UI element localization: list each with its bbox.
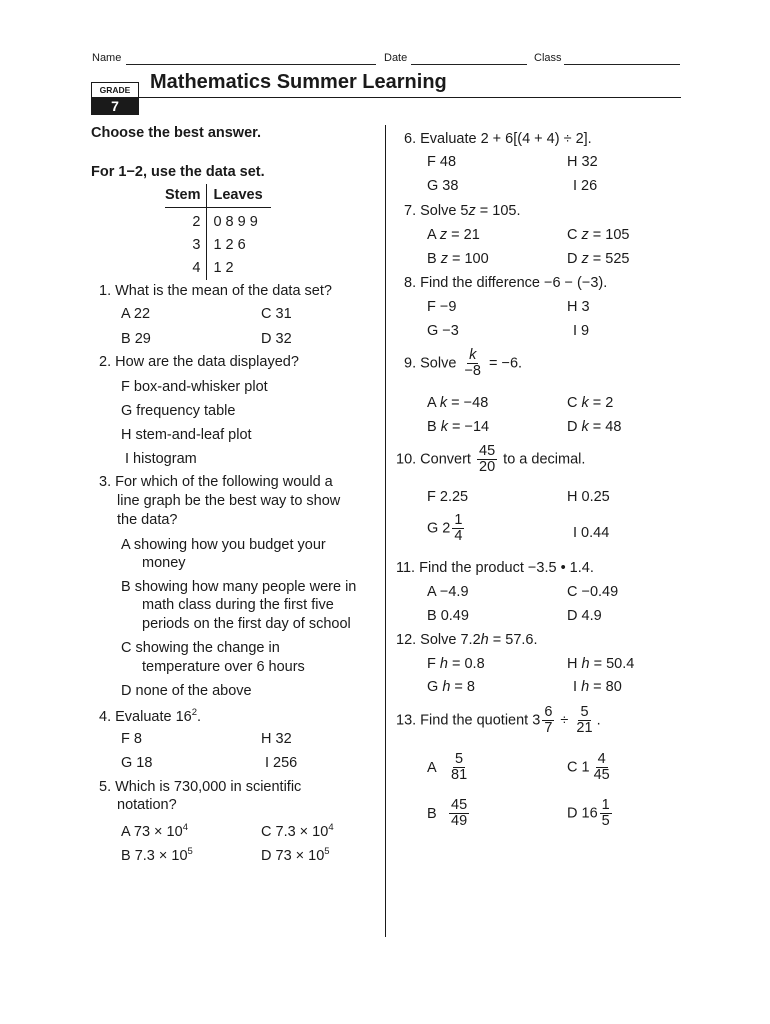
q3-option-c[interactable]: C showing the change in (121, 640, 280, 656)
q6-option-h[interactable]: H 32 (567, 154, 598, 170)
q5-option-a[interactable]: A $73 \times 10^4$ (121, 822, 188, 840)
stem-value: 2 (165, 208, 207, 235)
q2-option-f[interactable]: F box-and-whisker plot (121, 379, 268, 395)
q1-option-c[interactable]: C 31 (261, 306, 292, 322)
q11-option-a[interactable]: A −4.9 (427, 584, 469, 600)
leaves-value: 1 2 (213, 260, 234, 276)
q4-option-f[interactable]: F 8 (121, 731, 142, 747)
q4-option-i[interactable]: I 256 (265, 755, 298, 771)
q3-option-b-cont: periods on the first day of school (142, 616, 351, 632)
q3-text-line2: line graph be the best way to show (117, 493, 341, 509)
q10-option-g[interactable]: G 2 $\frac{1}{4}$ (427, 512, 463, 545)
title-rule (139, 97, 681, 98)
q7-option-b[interactable]: B z = 100 (427, 251, 489, 267)
q7-text: 7. Solve 5z = 105. (404, 203, 521, 219)
q9-text: 9. Solve $\frac{k}{-8}$ = −6. (404, 347, 523, 380)
q11-option-b[interactable]: B 0.49 (427, 608, 469, 624)
q5-text-line1: 5. Which is 730,000 in scientific (99, 779, 302, 795)
leaves-header: Leaves (207, 184, 272, 208)
q3-option-a-cont: money (142, 555, 186, 571)
q1-text: 1. What is the mean of the data set? (99, 283, 332, 299)
column-divider (385, 125, 386, 937)
q8-option-i[interactable]: I 9 (573, 323, 590, 339)
q5-option-b[interactable]: B $7.3 \times 10^5$ (121, 846, 193, 864)
date-field[interactable] (411, 64, 527, 65)
stem-value: 4 (165, 257, 207, 280)
q2-option-g[interactable]: G frequency table (121, 403, 236, 419)
q9-option-c[interactable]: C k = 2 (567, 395, 614, 411)
q10-option-i[interactable]: I 0.44 (573, 525, 610, 541)
q5-option-d[interactable]: D $73 \times 10^5$ (261, 846, 330, 864)
q10-option-f[interactable]: F 2.25 (427, 489, 469, 505)
q8-text: 8. Find the difference −6 − (−3). (404, 275, 608, 291)
class-field[interactable] (564, 64, 680, 65)
stem-header: Stem (165, 184, 207, 208)
stem-row (165, 234, 271, 257)
q3-option-b-cont: math class during the first five (142, 597, 334, 613)
q3-option-a[interactable]: A showing how you budget your (121, 537, 326, 553)
leaves-value: 0 8 9 9 (213, 214, 258, 230)
q5-text-line2: notation? (117, 797, 177, 813)
stem-row (165, 257, 271, 280)
q13-option-a[interactable]: A $\frac{5}{81}$ (427, 751, 468, 784)
stem-row (165, 208, 271, 235)
q1-option-b[interactable]: B 29 (121, 331, 151, 347)
name-field[interactable] (126, 64, 376, 65)
q6-option-g[interactable]: G 38 (427, 178, 459, 194)
name-label: Name (92, 52, 122, 64)
instructions: Choose the best answer. (91, 125, 262, 141)
q10-option-h[interactable]: H 0.25 (567, 489, 610, 505)
q3-text-line3: the data? (117, 512, 178, 528)
grade-label: GRADE (91, 82, 139, 98)
q1-option-d[interactable]: D 32 (261, 331, 292, 347)
q4-option-h[interactable]: H 32 (261, 731, 292, 747)
q5-option-c[interactable]: C $7.3 \times 10^4$ (261, 822, 334, 840)
q11-option-c[interactable]: C −0.49 (567, 584, 619, 600)
q8-option-f[interactable]: F −9 (427, 299, 457, 315)
q3-text-line1: 3. For which of the following would a (99, 474, 333, 490)
q9-option-b[interactable]: B k = −14 (427, 419, 490, 435)
q12-option-i[interactable]: I h = 80 (573, 679, 622, 695)
q4-option-g[interactable]: G 18 (121, 755, 153, 771)
q6-option-i[interactable]: I 26 (573, 178, 598, 194)
q2-option-h[interactable]: H stem-and-leaf plot (121, 427, 252, 443)
q11-option-d[interactable]: D 4.9 (567, 608, 602, 624)
page-title: Mathematics Summer Learning (150, 71, 447, 93)
leaves-value: 1 2 6 (213, 237, 246, 253)
q7-option-a[interactable]: A z = 21 (427, 227, 480, 243)
q10-text: 10. Convert $\frac{45}{20}$ to a decimal. (396, 443, 586, 476)
q9-option-a[interactable]: A k = −48 (427, 395, 489, 411)
class-label: Class (534, 52, 562, 64)
q12-option-h[interactable]: H h = 50.4 (567, 656, 635, 672)
q6-option-f[interactable]: F 48 (427, 154, 457, 170)
q13-option-d[interactable]: D 16 $\frac{1}{5}$ (567, 797, 610, 830)
q2-option-i[interactable]: I histogram (125, 451, 197, 467)
q12-text: 12. Solve 7.2h = 57.6. (396, 632, 538, 648)
q3-option-b[interactable]: B showing how many people were in (121, 579, 357, 595)
q1-option-a[interactable]: A 22 (121, 306, 151, 322)
data-set-intro: For 1−2, use the data set. (91, 164, 265, 180)
q13-option-c[interactable]: C 1 $\frac{4}{45}$ (567, 751, 610, 784)
q9-option-d[interactable]: D k = 48 (567, 419, 622, 435)
q12-option-f[interactable]: F h = 0.8 (427, 656, 485, 672)
q13-option-b[interactable]: B $\frac{45}{49}$ (427, 797, 468, 830)
q8-option-g[interactable]: G −3 (427, 323, 459, 339)
q11-text: 11. Find the product −3.5 • 1.4. (396, 560, 594, 576)
date-label: Date (384, 52, 408, 64)
q3-option-c-cont: temperature over 6 hours (142, 659, 305, 675)
q3-option-d[interactable]: D none of the above (121, 683, 252, 699)
q4-text: 4. Evaluate $16^2$. (99, 707, 202, 725)
stem-leaf-plot (165, 184, 271, 280)
q6-text: 6. Evaluate 2 + 6[(4 + 4) ÷ 2]. (404, 131, 592, 147)
q13-text: 13. Find the quotient 3 $\frac{6}{7}$ ÷ $\frac{5}{21}$ . (396, 704, 601, 737)
q7-option-d[interactable]: D z = 525 (567, 251, 630, 267)
q7-option-c[interactable]: C z = 105 (567, 227, 630, 243)
q8-option-h[interactable]: H 3 (567, 299, 590, 315)
stem-value: 3 (165, 234, 207, 257)
q12-option-g[interactable]: G h = 8 (427, 679, 475, 695)
grade-number: 7 (91, 97, 139, 115)
q2-text: 2. How are the data displayed? (99, 354, 299, 370)
